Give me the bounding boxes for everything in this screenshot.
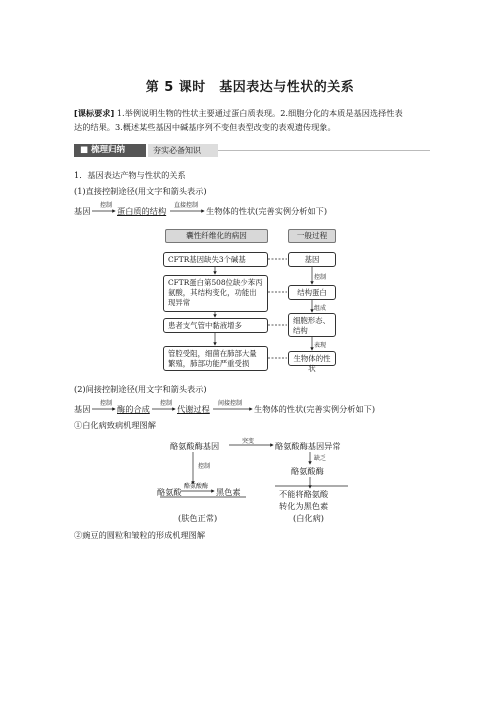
cf-edge-3-label: 表现 [314, 342, 327, 349]
albino-enzyme-label: 酪氨酸酶 [184, 483, 209, 490]
indirect-heading: (2)间接控制途径(用文字和箭头表示) [74, 384, 207, 394]
indirect-gene: 基因 [74, 404, 91, 414]
section-1-heading: 1．基因表达产物与性状的关系 [74, 170, 186, 180]
indirect-enzyme: 酶的合成 [117, 404, 150, 414]
requirements-label: [课标要求] [74, 108, 115, 118]
indirect-metab: 代谢过程 [177, 404, 210, 414]
banner-section: ■ 梳理归纳 [74, 144, 146, 157]
indirect-tail: 生物体的性状(完善实例分析如下) [254, 404, 376, 414]
page-title: 第 5 课时 基因表达与性状的关系 [145, 80, 355, 95]
direct-arrow-2-label: 直接控制 [174, 202, 199, 209]
direct-heading: (1)直接控制途径(用文字和箭头表示) [74, 186, 207, 196]
cf-right-box-1: 基因 [288, 252, 336, 267]
cf-edge-1-label: 控制 [314, 274, 327, 281]
cf-right-box-4: 生物体的性状 [288, 351, 336, 366]
indirect-arrow-1-label: 控制 [100, 400, 113, 407]
pea-heading: ②豌豆的圆粒和皱粒的形成机理图解 [74, 530, 206, 540]
cf-left-box-3: 患者支气管中黏液增多 [163, 318, 268, 333]
albino-mutant-gene: 酪氨酸酶基因异常 [275, 441, 341, 451]
albino-lack-label: 缺乏 [314, 455, 327, 462]
banner-sub: 夯实必备知识 [148, 144, 218, 157]
albino-enzyme-2: 酪氨酸酶 [291, 466, 324, 476]
direct-tail: 生物体的性状(完善实例分析如下) [206, 206, 328, 216]
albino-disease-label: (白化病) [293, 513, 324, 523]
cf-edge-2-label: 组成 [314, 305, 327, 312]
direct-gene: 基因 [74, 206, 91, 216]
cf-left-header: 囊性纤维化的病因 [165, 229, 268, 243]
cf-right-box-2: 结构蛋白 [288, 285, 336, 300]
requirements-text-1: 1.举例说明生物的性状主要通过蛋白质表现。2.细胞分化的本质是基因选择性表 [116, 108, 403, 118]
requirements-text-2: 达的结果。3.概述某些基因中碱基序列不变但表型改变的表观遗传现象。 [74, 122, 336, 132]
cf-left-box-4: 管腔受阻，细菌在肺部大量繁殖，肺部功能严重受损 [163, 346, 268, 371]
albino-heading: ①白化病致病机理图解 [74, 420, 156, 430]
albino-melanin: 黑色素 [216, 487, 241, 497]
albino-cannot-1: 不能将酪氨酸 [279, 489, 329, 499]
cf-right-box-3: 细胞形态、结构 [288, 313, 336, 337]
cf-left-box-1: CFTR基因缺失3个碱基 [163, 252, 268, 267]
direct-protein: 蛋白质的结构 [117, 206, 167, 216]
indirect-arrow-2-label: 控制 [160, 400, 173, 407]
albino-mutation-label: 突变 [242, 438, 255, 445]
cf-right-header: 一般过程 [288, 229, 336, 243]
indirect-arrow-3-label: 间接控制 [218, 400, 243, 407]
albino-cannot-2: 转化为黑色素 [279, 501, 329, 511]
albino-control-label: 控制 [198, 463, 211, 470]
albino-normal-label: (肤色正常) [178, 513, 218, 523]
direct-arrow-1-label: 控制 [100, 202, 113, 209]
cf-left-box-2: CFTR蛋白第508位缺少苯丙氨酸，其结构变化，功能出现异常 [163, 275, 268, 312]
albino-gene: 酪氨酸酶基因 [170, 441, 220, 451]
albino-tyrosine: 酪氨酸 [157, 487, 182, 497]
